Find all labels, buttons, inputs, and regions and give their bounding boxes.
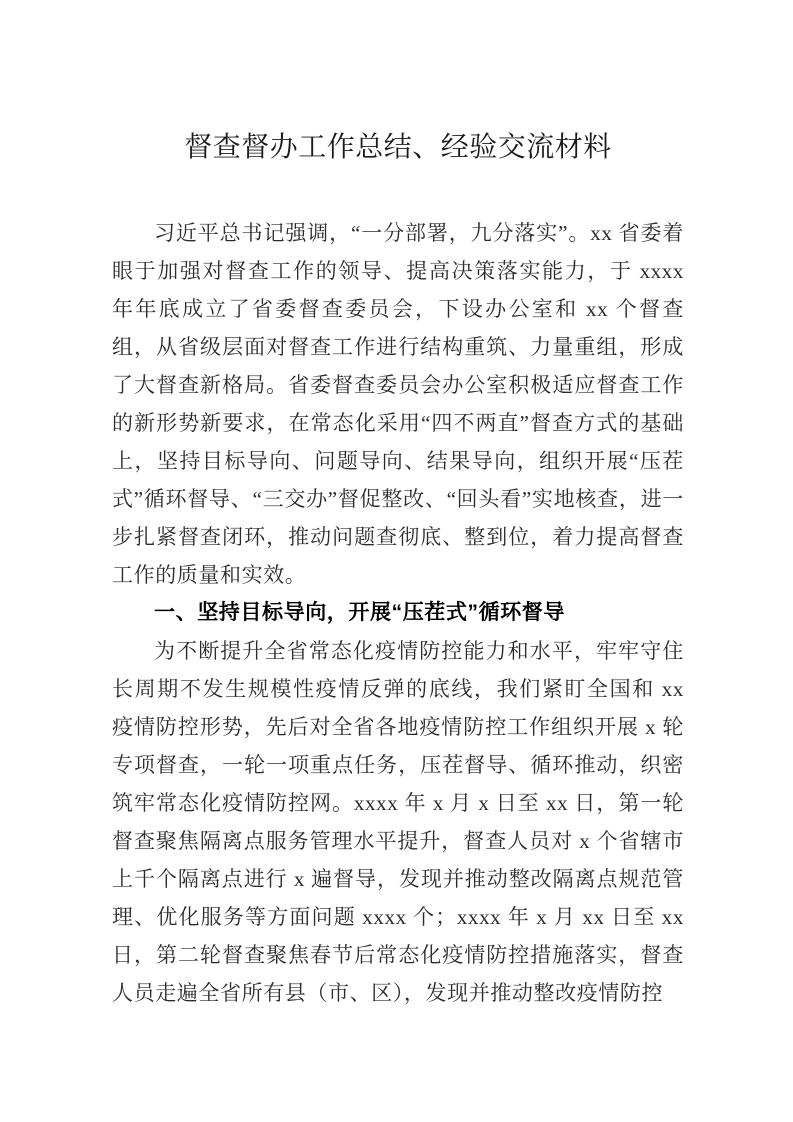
document-body (112, 214, 684, 1012)
section-heading-1: 一、坚持目标导向，开展“压茬式”循环督导 (154, 601, 565, 624)
paragraph-1: 习近平总书记强调，“一分部署，九分落实”。xx 省委着眼于加强对督查工作的领导、提高决策落实能力，于 xxxx 年年底成立了省委督查委员会，下设办公室和 xx 个督查组，从省级层面对督查工作进行结构重筑、力量重组，形成了大督查新格局。省委督查委员会办公室积极适应督查工作的新形势新要求，在常态化采用“四不两直”督查方式的基础上，坚持目标导向、问题导向、结果导向，组织开展“压茬式”循环督导、“三交办”督促整改、“回头看”实地核查，进一步扎紧督查闭环，推动问题查彻底、整到位，着力提高督查工作的质量和实效。 (112, 221, 684, 587)
paragraph-2: 为不断提升全省常态化疫情防控能力和水平，牢牢守住长周期不发生规模性疫情反弹的底线，我们紧盯全国和 xx 疫情防控形势，先后对全省各地疫情防控工作组织开展 x 轮专项督查，一轮一项重点任务，压茬督导、循环推动，织密筑牢常态化疫情防控网。xxxx 年 x 月 x 日至 xx 日，第一轮督查聚焦隔离点服务管理水平提升，督查人员对 x 个省辖市上千个隔离点进行 x 遍督导，发现并推动整改隔离点规范管理、优化服务等方面问题 xxxx 个；xxxx 年 x 月 xx 日至 xx 日，第二轮督查聚焦春节后常态化疫情防控措施落实，督查人员走遍全省所有县（市、区），发现并推动整改疫情防控 (112, 639, 684, 1005)
page-title: 督查督办工作总结、经验交流材料 (184, 132, 612, 163)
